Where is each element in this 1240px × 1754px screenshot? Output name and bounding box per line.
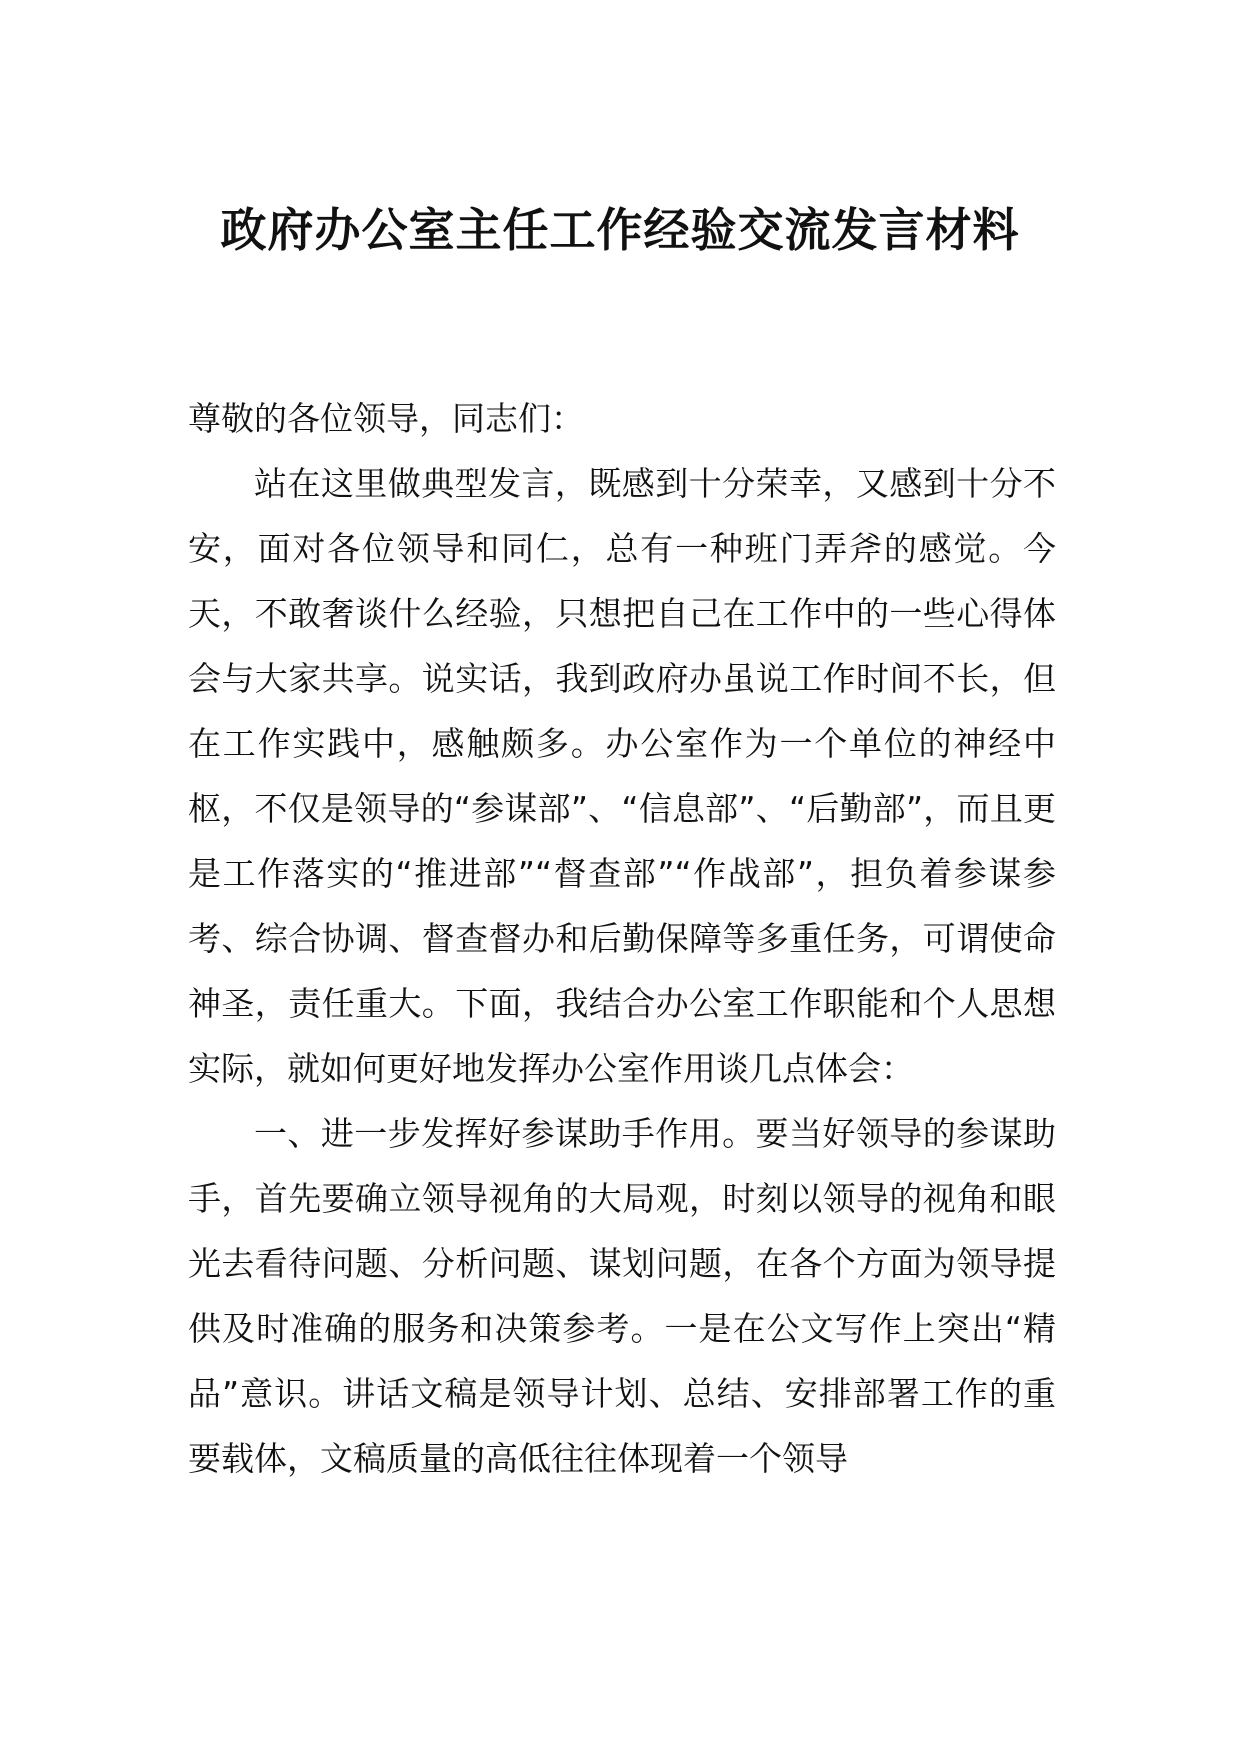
document-body [188, 386, 1056, 1491]
paragraph-intro: 站在这里做典型发言，既感到十分荣幸，又感到十分不安，面对各位领导和同仁，总有一种班门弄斧的感觉。今天，不敢奢谈什么经验，只想把自己在工作中的一些心得体会与大家共享。说实话，我到政府办虽说工作时间不长，但在工作实践中，感触颇多。办公室作为一个单位的神经中枢，不仅是领导的“参谋部”、“信息部”、“后勤部”，而且更是工作落实的“推进部”“督查部”“作战部”，担负着参谋参考、综合协调、督查督办和后勤保障等多重任务，可谓使命神圣，责任重大。下面，我结合办公室工作职能和个人思想实际，就如何更好地发挥办公室作用谈几点体会： [188, 464, 1056, 1088]
salutation: 尊敬的各位领导，同志们： [188, 399, 584, 438]
paragraph-section-one: 一、进一步发挥好参谋助手作用。要当好领导的参谋助手，首先要确立领导视角的大局观，时刻以领导的视角和眼光去看待问题、分析问题、谋划问题，在各个方面为领导提供及时准确的服务和决策参考。一是在公文写作上突出“精品”意识。讲话文稿是领导计划、总结、安排部署工作的重要载体，文稿质量的高低往往体现着一个领导 [188, 1114, 1056, 1478]
document-title: 政府办公室主任工作经验交流发言材料 [220, 203, 1020, 257]
